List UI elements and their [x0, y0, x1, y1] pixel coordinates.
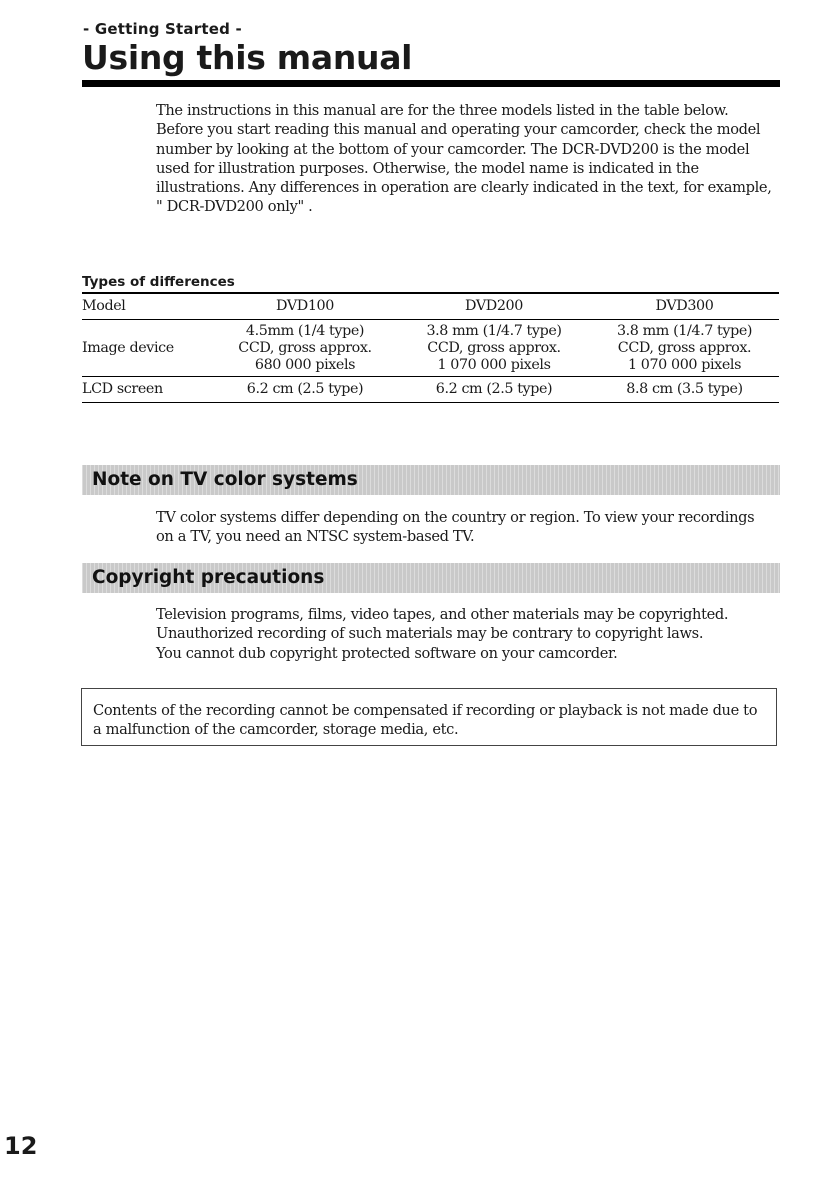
- table-title: Types of differences: [82, 274, 235, 290]
- header-dvd300: DVD300: [590, 293, 779, 320]
- page-title: Using this manual: [82, 38, 413, 77]
- tv-color-paragraph: TV color systems differ depending on the country or region. To view your recordings on a TV, you need an NTSC system-based TV.: [156, 509, 755, 546]
- table-header-row: [82, 293, 779, 320]
- copyright-heading-band: [82, 563, 780, 593]
- notice-box: Contents of the recording cannot be compensated if recording or playback is not made due to a malfunction of the camcorder, storage media, etc.: [81, 688, 777, 746]
- table-cell: 6.2 cm (2.5 type): [212, 377, 398, 403]
- tv-color-heading-band: [82, 465, 780, 495]
- table-cell: 3.8 mm (1/4.7 type) CCD, gross approx. 1 070 000 pixels: [398, 320, 590, 377]
- table-row: [82, 377, 779, 403]
- section-label: - Getting Started -: [83, 20, 242, 38]
- differences-table: [82, 292, 779, 403]
- table-cell: 3.8 mm (1/4.7 type) CCD, gross approx. 1 070 000 pixels: [590, 320, 779, 377]
- copyright-heading: Copyright precautions: [92, 567, 325, 588]
- intro-paragraph: The instructions in this manual are for the three models listed in the table below. Before you start reading this manual and operating your camcorder, check the model number by looking at the bottom of your camcorder. The DCR-DVD200 is the model used for illustration purposes. Otherwise, the model name is indicated in the illustrations. Any differences in operation are clearly indicated in the text, for example, " DCR-DVD200 only" .: [156, 102, 772, 216]
- tv-color-heading: Note on TV color systems: [92, 469, 358, 490]
- header-dvd100: DVD100: [212, 293, 398, 320]
- header-dvd200: DVD200: [398, 293, 590, 320]
- copyright-paragraph: Television programs, films, video tapes, and other materials may be copyrighted. Unauthorized recording of such materials may be contrary to copyright laws. You cannot dub copyright protected software on your camcorder.: [156, 606, 729, 662]
- row-label: Image device: [82, 320, 212, 377]
- row-label: LCD screen: [82, 377, 212, 403]
- header-model: Model: [82, 293, 212, 320]
- table-row: [82, 320, 779, 377]
- title-rule: [82, 80, 780, 87]
- page-number: 12: [4, 1132, 38, 1160]
- table-cell: 6.2 cm (2.5 type): [398, 377, 590, 403]
- table-cell: 4.5mm (1/4 type) CCD, gross approx. 680 000 pixels: [212, 320, 398, 377]
- table-cell: 8.8 cm (3.5 type): [590, 377, 779, 403]
